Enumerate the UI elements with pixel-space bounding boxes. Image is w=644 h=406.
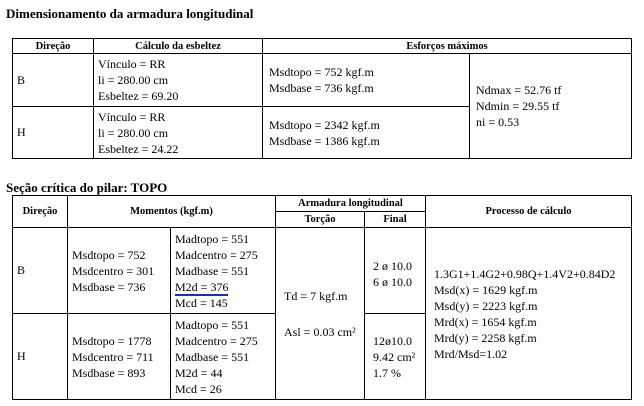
section1-title: Dimensionamento da armadura longitudinal	[6, 6, 254, 21]
msdbase-value: Msdbase = 893	[72, 365, 146, 380]
ndmin-value: Ndmin = 29.55 tf	[476, 99, 560, 113]
ni-value: ni = 0.53	[476, 115, 520, 129]
asl-value: Asl = 0.03 cm²	[284, 324, 356, 339]
table-header-row	[13, 39, 632, 54]
madbase-value: Madbase = 551	[175, 263, 250, 278]
mrdx-value: Mrd(x) = 1654 kgf.m	[434, 314, 537, 329]
msdcentro-value: Msdcentro = 711	[72, 349, 154, 364]
table-row	[13, 228, 632, 314]
dir-cell: H	[13, 314, 68, 400]
msdbase-value: Msdbase = 736	[72, 279, 146, 294]
madcentro-value: Madcentro = 275	[175, 333, 258, 348]
longitudinal-table	[12, 38, 632, 159]
madtopo-value: Madtopo = 551	[175, 317, 250, 332]
td-value: Td = 7 kgf.m	[284, 288, 348, 303]
vinculo-value: Vínculo = RR	[98, 57, 166, 71]
li-value: li = 280.00 cm	[98, 125, 169, 140]
msdx-value: Msd(x) = 1629 kgf.m	[434, 282, 538, 297]
normal-cell	[470, 54, 632, 159]
critical-section-table	[12, 195, 632, 400]
final-area: 9.42 cm²	[373, 349, 416, 364]
final-bars-1: 2 ø 10.0	[373, 258, 412, 273]
processo-cell	[426, 228, 632, 400]
mrd-msd-ratio: Mrd/Msd=1.02	[434, 346, 508, 361]
mad-cell	[171, 314, 276, 400]
esbeltez-cell	[94, 107, 263, 159]
msdbase-value: Msdbase = 736 kgf.m	[269, 81, 374, 95]
header-momentos: Momentos (kgf.m)	[68, 196, 276, 228]
header-esforcos: Esforços máximos	[263, 39, 632, 54]
mrdy-value: Mrd(y) = 2258 kgf.m	[434, 330, 537, 345]
combination-value: 1.3G1+1.4G2+0.98Q+1.4V2+0.84D2	[434, 266, 616, 281]
mad-cell	[171, 228, 276, 314]
msd-cell	[68, 228, 171, 314]
final-cell	[365, 228, 426, 314]
esbeltez-cell	[94, 54, 263, 107]
esforcos-cell	[263, 107, 470, 159]
msdtopo-value: Msdtopo = 2342 kgf.m	[269, 117, 380, 132]
header-esbeltez: Cálculo da esbeltez	[94, 39, 263, 54]
final-bars: 12ø10.0	[373, 333, 412, 348]
header-armadura: Armadura longitudinal	[276, 196, 426, 212]
m2d-value: M2d = 44	[175, 365, 223, 380]
final-bars-2: 6 ø 10.0	[373, 274, 412, 289]
madbase-value: Madbase = 551	[175, 349, 250, 364]
table-row	[13, 54, 632, 107]
msdtopo-value: Msdtopo = 752	[72, 247, 146, 262]
mcd-value: Mcd = 26	[175, 381, 222, 396]
msdtopo-value: Msdtopo = 1778	[72, 333, 152, 348]
esforcos-cell	[263, 54, 470, 107]
msdbase-value: Msdbase = 1386 kgf.m	[269, 133, 380, 148]
final-ratio: 1.7 %	[373, 365, 401, 380]
ndmax-value: Ndmax = 52.76 tf	[476, 83, 562, 97]
table-header-row	[13, 196, 632, 212]
msdcentro-value: Msdcentro = 301	[72, 263, 155, 278]
msdtopo-value: Msdtopo = 752 kgf.m	[269, 65, 374, 79]
vinculo-value: Vínculo = RR	[98, 109, 166, 124]
li-value: li = 280.00 cm	[98, 73, 169, 87]
m2d-value: M2d = 376	[175, 279, 229, 294]
final-cell	[365, 314, 426, 400]
header-direcao: Direção	[13, 196, 68, 228]
header-direcao: Direção	[13, 39, 94, 54]
esbeltez-value: Esbeltez = 69.20	[98, 89, 179, 103]
msdy-value: Msd(y) = 2223 kgf.m	[434, 298, 538, 313]
dir-cell: B	[13, 228, 68, 314]
madtopo-value: Madtopo = 551	[175, 231, 250, 246]
madcentro-value: Madcentro = 275	[175, 247, 258, 262]
header-processo: Processo de cálculo	[426, 196, 632, 228]
esbeltez-value: Esbeltez = 24.22	[98, 141, 179, 156]
dir-cell: B	[13, 54, 94, 107]
dir-cell: H	[13, 107, 94, 159]
section2-title: Seção crítica do pilar: TOPO	[6, 180, 168, 195]
mcd-value: Mcd = 145	[175, 295, 228, 310]
torcao-cell	[276, 228, 365, 400]
header-torcao: Torção	[276, 212, 365, 228]
msd-cell	[68, 314, 171, 400]
header-final: Final	[365, 212, 426, 228]
